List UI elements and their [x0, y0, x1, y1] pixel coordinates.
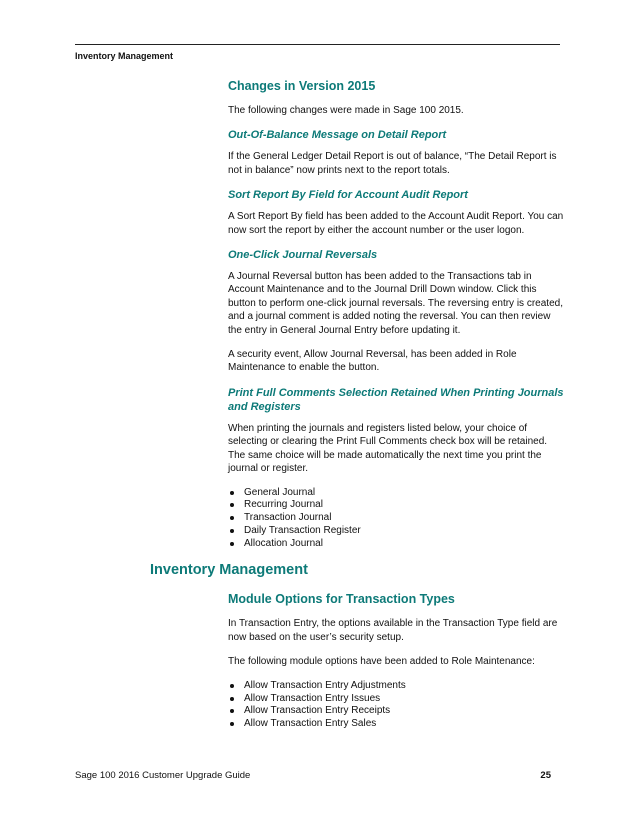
footer-guide-title: Sage 100 2016 Customer Upgrade Guide — [75, 770, 251, 781]
list-item: Allow Transaction Entry Adjustments — [228, 680, 564, 693]
list-item: Recurring Journal — [228, 499, 564, 512]
paragraph-sort-report: A Sort Report By field has been added to the Account Audit Report. You can now sort the report by either the account number or the user logon. — [228, 211, 564, 236]
page-content — [150, 78, 564, 742]
list-item: Daily Transaction Register — [228, 525, 564, 538]
heading-changes-in-version: Changes in Version 2015 — [228, 79, 376, 93]
list-item: Transaction Journal — [228, 512, 564, 525]
running-head: Inventory Management — [75, 51, 174, 61]
list-item: Allow Transaction Entry Issues — [228, 693, 564, 706]
heading-sort-report: Sort Report By Field for Account Audit Report — [228, 189, 468, 202]
paragraph-module-options: The following module options have been added to Role Maintenance: — [228, 656, 535, 668]
paragraph-intro: The following changes were made in Sage 100 2015. — [228, 105, 464, 116]
list-item: Allow Transaction Entry Sales — [228, 718, 564, 731]
paragraph-transaction-entry: In Transaction Entry, the options available in the Transaction Type field are now based on the user’s security setup. — [228, 618, 558, 643]
header-rule — [75, 44, 560, 45]
heading-print-full-comments: Print Full Comments Selection Retained When Printing Journals and Registers — [228, 386, 564, 413]
journal-list — [228, 487, 564, 551]
heading-journal-reversals: One-Click Journal Reversals — [228, 249, 378, 262]
heading-inventory-management: Inventory Management — [150, 562, 308, 579]
paragraph-out-of-balance: If the General Ledger Detail Report is out of balance, “The Detail Report is not in balance” now prints next to the report totals. — [228, 151, 557, 176]
list-item: Allow Transaction Entry Receipts — [228, 705, 564, 718]
paragraph-journal-reversals: A Journal Reversal button has been added to the Transactions tab in Account Maintenance and to the Journal Drill Down window. Click this button to perform one-click journal reversals. The reversing entry is created, and a journal comment is added noting the reversal. You can then review the entry in General Journal Entry before updating it. — [228, 271, 563, 336]
heading-out-of-balance: Out-Of-Balance Message on Detail Report — [228, 129, 447, 142]
page-number: 25 — [540, 770, 551, 781]
module-options-list — [228, 680, 564, 731]
heading-module-options: Module Options for Transaction Types — [228, 592, 455, 607]
list-item: Allocation Journal — [228, 538, 564, 551]
paragraph-security-event: A security event, Allow Journal Reversal, has been added in Role Maintenance to enable the button. — [228, 349, 517, 374]
list-item: General Journal — [228, 487, 564, 500]
paragraph-print-full-comments: When printing the journals and registers listed below, your choice of selecting or clearing the Print Full Comments check box will be retained. The same choice will be made automatically the next time you print the journal or register. — [228, 422, 548, 475]
page-footer — [75, 770, 551, 781]
